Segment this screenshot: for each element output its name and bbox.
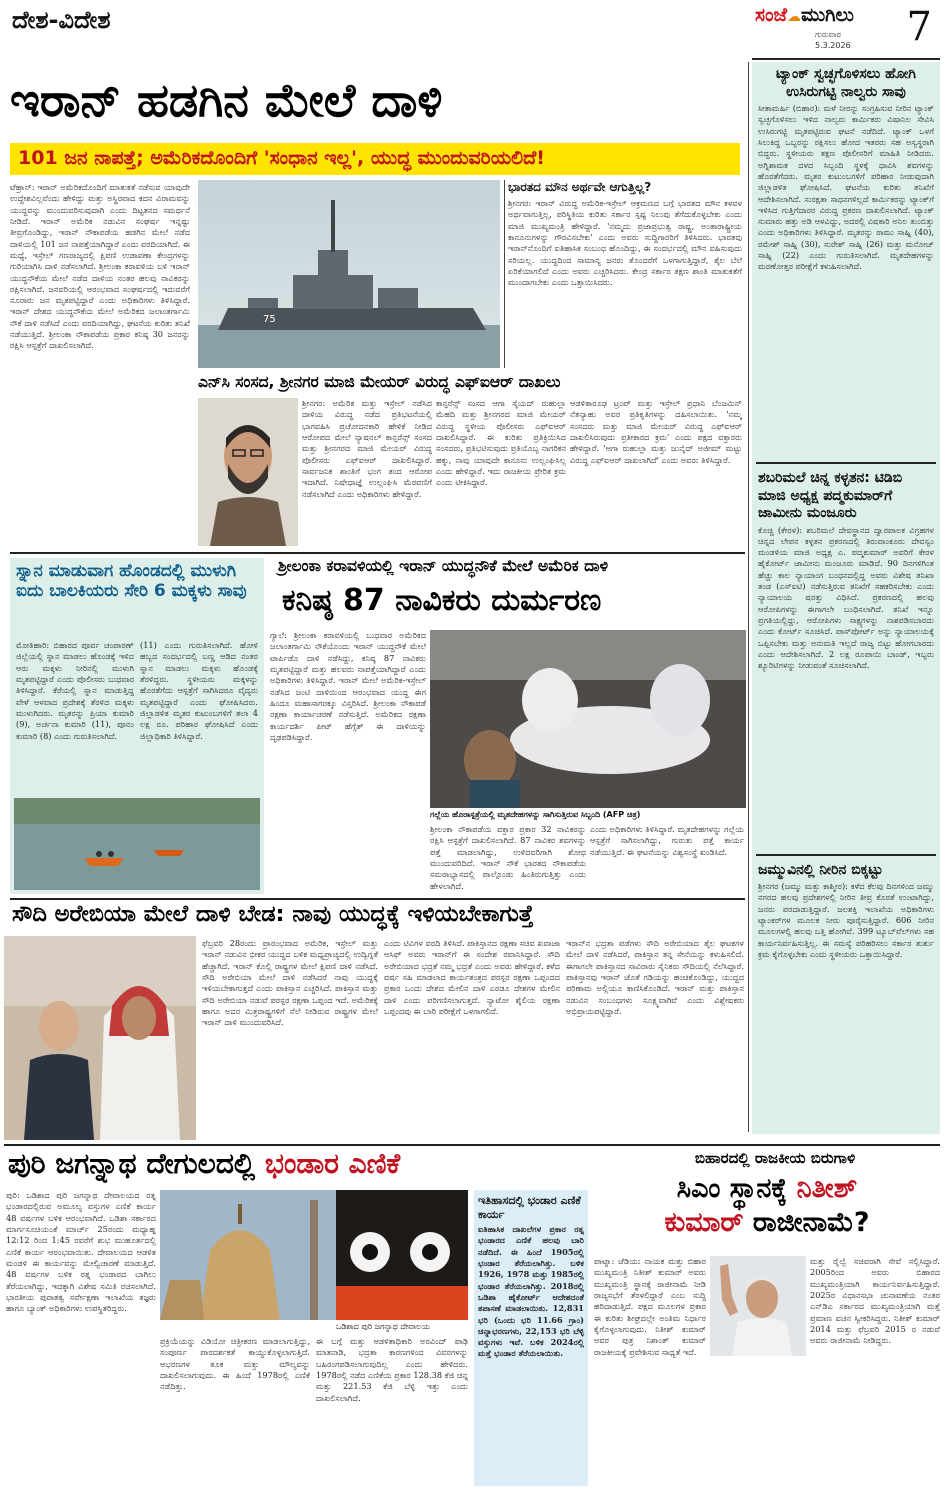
india-silence-body <box>508 198 742 368</box>
right-sidebar <box>752 62 940 1134</box>
puri-history-text: ಐತಿಹಾಸಿಕ ದಾಖಲೆಗಳ ಪ್ರಕಾರ ರತ್ನ ಭಂಡಾರದ ಎಣಿಕೆ ಹಲವು ಬಾರಿ ನಡೆದಿದೆ. ಈ ಹಿಂದೆ 1905ರಲ್ಲಿ ಭಂಡಾರ ತೆರೆಯಲಾಗಿತ್ತು. ಬಳಿಕ 1926, 1978 ಮತ್ತು 1985ರಲ್ಲಿ ಭಂಡಾರ ತೆರೆಯಲಾಗಿತ್ತು. 2018ರಲ್ಲಿ ಒಡಿಶಾ ಹೈಕೋರ್ಟ್ ಆದೇಶದಂತೆ ತಪಾಸಣೆ ಮಾಡಲಾಯಿತು. 12,831 ಭರಿ (ಒಂದು ಭರಿ 11.66 ಗ್ರಾಂ) ಚಿನ್ನಾಭರಣಗಳು, 22,153 ಭರಿ ಬೆಳ್ಳಿ ವಸ್ತುಗಳು ಇವೆ. ಬಳಿಕ 2024ರಲ್ಲಿ ಮತ್ತೆ ಭಂಡಾರ ತೆರೆಯಲಾಯಿತು. <box>478 1224 584 1359</box>
srilanka-kicker: ಶ್ರೀಲಂಕಾ ಕರಾವಳಿಯಲ್ಲಿ ಇರಾನ್ ಯುದ್ಧನೌಕೆ ಮೇಲೆ ಅಮೆರಿಕ ದಾಳಿ <box>278 557 609 575</box>
sidebar-divider-1 <box>756 462 936 464</box>
bihar-col1-text: ಪಾಟ್ನಾ: ಜೆಡಿಯು ನಾಯಕ ಮತ್ತು ಬಿಹಾರ ಮುಖ್ಯಮಂತ್ರಿ ನಿತೀಶ್ ಕುಮಾರ್ ಅವರು ಮುಖ್ಯಮಂತ್ರಿ ಸ್ಥಾನಕ್ಕೆ ರಾಜೀನಾಮೆ ನೀಡಿ ರಾಜ್ಯಸಭೆಗೆ ತೆರಳಲಿದ್ದಾರೆ ಎಂಬ ಸುದ್ದಿ ಹರಿದಾಡುತ್ತಿದೆ. ಪಕ್ಷದ ಮೂಲಗಳ ಪ್ರಕಾರ ಈ ಕುರಿತು ಶೀಘ್ರದಲ್ಲೇ ಅಂತಿಮ ನಿರ್ಧಾರ ಕೈಗೊಳ್ಳಲಾಗುವುದು. ನಿತೀಶ್ ಕುಮಾರ್ ಅವರ ಪುತ್ರ ನಿಶಾಂತ್ ಕುಮಾರ್ ರಾಜಕೀಯಕ್ಕೆ ಪ್ರವೇಶಿಸುವ ಸಾಧ್ಯತೆ ಇದೆ. <box>594 1256 706 1357</box>
fir-col2-text: ಕಾನ್ಫರೆನ್ಸ್ ಸಂಸದ ಆಗಾ ಸೈಯದ್ ರುಹುಲ್ಲಾ ಮೆಹದಿ ಮತ್ತು ಶ್ರೀನಗರದ ಮಾಜಿ ಮೇಯರ್ ವಿರುದ್ಧ ಸ್ಥಳೀಯ ಪೊಲೀಸರು ಎಫ್‌ಐಆರ್ ದಾಖಲಿಸಿದ್ದಾರೆ. ಈ ಕುರಿತು ಪ್ರತಿಕ್ರಿಯಿಸಿದ ಸಂಸದರು, ಪ್ರತಿಭಟಿಸುವುದು ಪ್ರತಿಯೊಬ್ಬ ನಾಗರಿಕನ ಹಕ್ಕು, ನಾವು ಯಾವುದೇ ಕಾನೂನು ಉಲ್ಲಂಘಿಸಿಲ್ಲ ಎಂದು ಹೇಳಿದ್ದಾರೆ. ಇದು ರಾಜಕೀಯ ಪ್ರೇರಿತ ಕ್ರಮ ಎಂದು ಟೀಕಿಸಿದ್ದಾರೆ. <box>436 398 566 488</box>
sidebar-divider-2 <box>756 854 936 856</box>
srilanka-headline: ಕನಿಷ್ಠ 87 ನಾವಿಕರು ದುರ್ಮರಣ <box>282 583 602 618</box>
srilanka-col2-text: ಶ್ರೀಲಂಕಾ ನೌಕಾಪಡೆಯ ವಕ್ತಾರ ಪ್ರಕಾರ 32 ನಾವಿಕರನ್ನು ರಕ್ಷಿಸಿ ಆಸ್ಪತ್ರೆಗೆ ದಾಖಲಿಸಲಾಗಿದೆ. 87 ನಾವಿಕರ ಶವಗಳನ್ನು ಪತ್ತೆ ಮಾಡಲಾಗಿದ್ದು, ಉಳಿದವರಿಗಾಗಿ ಶೋಧ ಮುಂದುವರಿದಿದೆ. ಇರಾನ್ ನೌಕೆ ಭಾರತದ ನೌಕಾಪಡೆಯ ಸಮರಾಭ್ಯಾಸದಲ್ಲಿ ಪಾಲ್ಗೊಂಡು ಹಿಂತಿರುಗುತ್ತಿತ್ತು ಎಂದು ಹೇಳಲಾಗಿದೆ. <box>430 824 586 891</box>
morgue-scene-illustration <box>430 630 746 808</box>
puri-history-title: ಇತಿಹಾಸದಲ್ಲಿ ಭಂಡಾರ ಎಣಿಕೆ ಕಾರ್ಯ <box>478 1194 581 1221</box>
lead-headline: ಇರಾನ್ ಹಡಗಿನ ಮೇಲೆ ದಾಳಿ <box>10 73 443 127</box>
bihar-col1 <box>594 1256 706 1488</box>
srilanka-photo <box>430 630 746 808</box>
tank-body <box>752 103 940 458</box>
nitish-portrait-illustration <box>710 1256 806 1356</box>
tank-text: ಸೀತಾಮರ್ಹಿ (ಬಿಹಾರ): ಮಳೆ ನೀರನ್ನು ಸಂಗ್ರಹಿಸುವ ನೀರಿನ ಟ್ಯಾಂಕ್ ಸ್ವಚ್ಛಗೊಳಿಸಲು ಇಳಿದ ನಾಲ್ವರು ಕಾರ್ಮಿಕರು ವಿಷಾನಿಲ ಸೇವಿಸಿ ಉಸಿರುಗಟ್ಟಿ ಮೃತಪಟ್ಟಿರುವ ಘಟನೆ ನಡೆದಿದೆ. ಟ್ಯಾಂಕ್ ಒಳಗೆ ಸಿಲುಕಿದ್ದ ಒಬ್ಬರನ್ನು ರಕ್ಷಿಸಲು ಹೋದ ಇತರರು ಸಹ ಅಸ್ವಸ್ಥರಾಗಿ ಬಿದ್ದರು. ಸ್ಥಳೀಯರು ತಕ್ಷಣ ಪೊಲೀಸರಿಗೆ ಮಾಹಿತಿ ನೀಡಿದರು. ಅಗ್ನಿಶಾಮಕ ದಳದ ಸಿಬ್ಬಂದಿ ಸ್ಥಳಕ್ಕೆ ಧಾವಿಸಿ ಶವಗಳನ್ನು ಹೊರತೆಗೆದರು. ಮೃತರ ಕುಟುಂಬಗಳಿಗೆ ಪರಿಹಾರ ನೀಡುವುದಾಗಿ ಜಿಲ್ಲಾಡಳಿತ ಘೋಷಿಸಿದೆ. ಘಟನೆಯ ಕುರಿತು ತನಿಖೆಗೆ ಆದೇಶಿಸಲಾಗಿದೆ. ಸುರಕ್ಷತಾ ಸಾಧನಗಳಿಲ್ಲದೆ ಕಾರ್ಮಿಕರನ್ನು ಟ್ಯಾಂಕ್‌ಗೆ ಇಳಿಸಿದ ಗುತ್ತಿಗೆದಾರರ ವಿರುದ್ಧ ಪ್ರಕರಣ ದಾಖಲಿಸಲಾಗಿದೆ. ಟ್ಯಾಂಕ್ ಸುಮಾರು ಹತ್ತು ಅಡಿ ಆಳವಿದ್ದು, ಅದರಲ್ಲಿ ವಿಷಕಾರಿ ಅನಿಲ ತುಂಬಿತ್ತು ಎಂದು ಅಧಿಕಾರಿಗಳು ತಿಳಿಸಿದ್ದಾರೆ. ಮೃತರನ್ನು ರಾಮು ಸಾಹ್ನಿ (40), ರಮೇಶ್ ಸಾಹ್ನಿ (30), ಸುರೇಶ್ ಸಾಹ್ನಿ (26) ಮತ್ತು ಮನೋಜ್ ಸಾಹ್ನಿ (22) ಎಂದು ಗುರುತಿಸಲಾಗಿದೆ. ಮೃತದೇಹಗಳನ್ನು ಮರಣೋತ್ತರ ಪರೀಕ್ಷೆಗೆ ಕಳುಹಿಸಲಾಗಿದೆ. <box>758 103 934 272</box>
puri-col3 <box>316 1336 468 1486</box>
puri-headline-part1: ಪುರಿ ಜಗನ್ನಾಥ ದೇಗುಲದಲ್ಲಿ <box>8 1147 265 1180</box>
puri-col1 <box>6 1190 156 1486</box>
fir-col1 <box>302 398 432 546</box>
lead-photo <box>198 180 500 368</box>
fir-col1-text: ಶ್ರೀನಗರ: ಅಮೆರಿಕ ಮತ್ತು ಇಸ್ರೇಲ್ ನಡೆಸಿದ ದಾಳಿಯ ವಿರುದ್ಧ ನಡೆದ ಪ್ರತಿಭಟನೆಯಲ್ಲಿ ಭಾಗವಹಿಸಿ ಪ್ರಚೋದನಕಾರಿ ಹೇಳಿಕೆ ನೀಡಿದ ಆರೋಪದ ಮೇಲೆ ನ್ಯಾಷನಲ್ ಕಾನ್ಫರೆನ್ಸ್ ಸಂಸದ ಮತ್ತು ಶ್ರೀನಗರದ ಮಾಜಿ ಮೇಯರ್ ವಿರುದ್ಧ ಪೊಲೀಸರು ಎಫ್‌ಐಆರ್ ದಾಖಲಿಸಿದ್ದಾರೆ. ಸಾರ್ವಜನಿಕ ಶಾಂತಿಗೆ ಭಂಗ ತಂದ ಆರೋಪ ಇದಾಗಿದೆ. ನಿಷೇಧಾಜ್ಞೆ ಉಲ್ಲಂಘಿಸಿ ಮೆರವಣಿಗೆ ನಡೆಸಲಾಗಿದೆ ಎಂದು ಅಧಿಕಾರಿಗಳು ಹೇಳಿದ್ದಾರೆ. <box>302 398 432 499</box>
saudi-col2-text: ಎಂದು ಟಿವಿಗಳ ವರದಿ ತಿಳಿಸಿದೆ. ಪಾಕಿಸ್ತಾನದ ರಕ್ಷಣಾ ಸಚಿವ ಖವಾಜಾ ಆಸಿಫ್ ಅವರು ಇರಾನ್‌ಗೆ ಈ ಸಂದೇಶ ರವಾನಿಸಿದ್ದಾರೆ. ಸೌದಿ ಅರೇಬಿಯಾದ ಭದ್ರತೆ ನಮ್ಮ ಭದ್ರತೆ ಎಂದು ಅವರು ಹೇಳಿದ್ದಾರೆ. ಕಳೆದ ವರ್ಷ ಸಹಿ ಮಾಡಲಾದ ಕಾರ್ಯತಂತ್ರದ ಪರಸ್ಪರ ರಕ್ಷಣಾ ಒಪ್ಪಂದದ ಪ್ರಕಾರ ಒಂದು ದೇಶದ ಮೇಲಿನ ದಾಳಿ ಎರಡೂ ದೇಶಗಳ ಮೇಲಿನ ದಾಳಿ ಎಂದು ಪರಿಗಣಿಸಲಾಗುತ್ತದೆ. ನ್ಯಾಟೋ ಶೈಲಿಯ ರಕ್ಷಣಾ ಒಪ್ಪಂದವು ಈ ಬಾರಿ ಪರೀಕ್ಷೆಗೆ ಒಳಗಾಗಲಿದೆ. <box>384 938 560 1016</box>
puri-col1-text: ಪುರಿ: ಒಡಿಶಾದ ಪುರಿ ಜಗನ್ನಾಥ ದೇವಾಲಯದ ರತ್ನ ಭಂಡಾರದಲ್ಲಿರುವ ಅಮೂಲ್ಯ ವಸ್ತುಗಳ ಎಣಿಕೆ ಕಾರ್ಯ 48 ವರ್ಷಗಳ ಬಳಿಕ ಆರಂಭವಾಗಿದೆ. ಒಡಿಶಾ ಸರ್ಕಾರದ ಮಾರ್ಗಸೂಚಿಯಂತೆ ಮಾರ್ಚ್ 25ರಂದು ಮಧ್ಯಾಹ್ನ 12:12 ರಿಂದ 1:45 ರವರೆಗೆ ಶುಭ ಮುಹೂರ್ತದಲ್ಲಿ ಎಣಿಕೆ ಕಾರ್ಯ ಆರಂಭವಾಯಿತು. ದೇವಾಲಯದ ಆಡಳಿತ ಮಂಡಳಿ ಈ ಕಾರ್ಯವನ್ನು ಮೇಲ್ವಿಚಾರಣೆ ಮಾಡುತ್ತಿದೆ. 48 ವರ್ಷಗಳ ಬಳಿಕ ರತ್ನ ಭಂಡಾರದ ಬಾಗಿಲು ತೆರೆಯಲಾಗಿದ್ದು, ಇದಕ್ಕಾಗಿ ವಿಶೇಷ ಸಮಿತಿ ರಚಿಸಲಾಗಿದೆ. ಭಾರತೀಯ ಪುರಾತತ್ವ ಸರ್ವೇಕ್ಷಣಾ ಇಲಾಖೆಯ ತಜ್ಞರು ಹಾಗೂ ಬ್ಯಾಂಕ್ ಅಧಿಕಾರಿಗಳು ಉಪಸ್ಥಿತರಿದ್ದರು. <box>6 1190 156 1314</box>
jammu-text: ಶ್ರೀನಗರ (ಜಮ್ಮು ಮತ್ತು ಕಾಶ್ಮೀರ): ಕಳೆದ ಕೆಲವು ದಿನಗಳಿಂದ ಜಮ್ಮು ನಗರದ ಹಲವು ಪ್ರದೇಶಗಳಲ್ಲಿ ನೀರಿನ ತೀವ್ರ ಕೊರತೆ ಉಂಟಾಗಿದ್ದು, ಜನರು ಪರದಾಡುತ್ತಿದ್ದಾರೆ. ಜಲಶಕ್ತಿ ಇಲಾಖೆಯ ಅಧಿಕಾರಿಗಳು ಟ್ಯಾಂಕರ್‌ಗಳ ಮೂಲಕ ನೀರು ಪೂರೈಸುತ್ತಿದ್ದಾರೆ. 606 ನೀರಿನ ಮೂಲಗಳಲ್ಲಿ ಹಲವು ಬತ್ತಿ ಹೋಗಿವೆ. 399 ಟ್ಯೂಬ್‌ವೆಲ್‌ಗಳು ಸಹ ಕಾರ್ಯನಿರ್ವಹಿಸುತ್ತಿಲ್ಲ. ಈ ಸಮಸ್ಯೆ ಪರಿಹರಿಸಲು ಸರ್ಕಾರ ತುರ್ತು ಕ್ರಮ ಕೈಗೊಳ್ಳಬೇಕು ಎಂದು ಸ್ಥಳೀಯರು ಒತ್ತಾಯಿಸಿದ್ದಾರೆ. <box>758 881 934 959</box>
portrait-illustration <box>198 398 298 546</box>
fir-headline: ಎನ್‌ಸಿ ಸಂಸದ, ಶ್ರೀನಗರ ಮಾಜಿ ಮೇಯರ್ ವಿರುದ್ಧ ಎಫ್‌ಐಆರ್ ದಾಖಲು <box>198 373 561 391</box>
puri-headline <box>8 1148 608 1180</box>
bihar-headline-part3: ಕುಮಾರ್ <box>664 1206 744 1238</box>
drown-photo <box>14 798 260 890</box>
svg-text:75: 75 <box>263 314 276 325</box>
fir-col3-text: ಆಡಳಿತಾರೂಢ ಟ್ರಂಪ್ ಮತ್ತು ಇಸ್ರೇಲ್ ಪ್ರಧಾನಿ ಬೆಂಜಮಿನ್ ನೆತನ್ಯಾಹು ಅವರ ಪ್ರತಿಕೃತಿಗಳನ್ನು ದಹಿಸಲಾಯಿತು. 'ನಮ್ಮ ಸಂಸದರು ಮತ್ತು ಮಾಜಿ ಮೇಯರ್ ವಿರುದ್ಧ ಎಫ್‌ಐಆರ್ ದಾಖಲಿಸಿರುವುದು ಪ್ರತೀಕಾರದ ಕ್ರಮ' ಎಂದು ಪಕ್ಷದ ವಕ್ತಾರರು ಹೇಳಿದ್ದಾರೆ. 'ಆಗಾ ರುಹುಲ್ಲಾ ಮತ್ತು ಜುನೈದ್ ಅಜೀಮ್ ಮಟ್ಟು ವಿರುದ್ಧ ಎಫ್‌ಐಆರ್ ದಾಖಲಾಗಿದೆ' ಎಂದು ಅವರು ತಿಳಿಸಿದ್ದಾರೆ. <box>570 398 742 465</box>
drown-col1-text: ಮೋತಿಹಾರಿ: ಬಿಹಾರದ ಪೂರ್ವ ಚಂಪಾರಣ್ ಜಿಲ್ಲೆಯಲ್ಲಿ ಸ್ನಾನ ಮಾಡಲು ಹೊಂಡಕ್ಕೆ ಇಳಿದ ಆರು ಮಕ್ಕಳು ನೀರಿನಲ್ಲಿ ಮುಳುಗಿ ಮೃತಪಟ್ಟಿದ್ದಾರೆ ಎಂದು ಪೊಲೀಸರು ಬುಧವಾರ ತಿಳಿಸಿದ್ದಾರೆ. ಕೆರೆಯಲ್ಲಿ ಸ್ನಾನ ಮಾಡುತ್ತಿದ್ದ ವೇಳೆ ಆಳವಾದ ಪ್ರದೇಶಕ್ಕೆ ತೆರಳಿದ ಮಕ್ಕಳು ಮುಳುಗಿದರು. ಮೃತರನ್ನು ಪ್ರಿಯಾ ಕುಮಾರಿ (9), ಅರ್ಚನಾ ಕುಮಾರಿ (11), ಪೂನಂ ಕುಮಾರಿ (8) ಎಂದು ಗುರುತಿಸಲಾಗಿದೆ. <box>16 640 134 741</box>
drown-headline: ಸ್ನಾನ ಮಾಡುವಾಗ ಹೊಂಡದಲ್ಲಿ ಮುಳುಗಿ ಐದು ಬಾಲಕಿಯರು ಸೇರಿ 6 ಮಕ್ಕಳು ಸಾವು <box>16 561 247 601</box>
saudi-headline: ಸೌದಿ ಅರೇಬಿಯಾ ಮೇಲೆ ದಾಳಿ ಬೇಡ: ನಾವು ಯುದ್ಧಕ್ಕೆ ಇಳಿಯಬೇಕಾಗುತ್ತೆ <box>12 901 534 927</box>
page-number: 7 <box>906 4 932 50</box>
drown-box <box>10 558 264 894</box>
puri-col2-text: ಪ್ರಕ್ರಿಯೆಯನ್ನು ವಿಡಿಯೋ ಚಿತ್ರೀಕರಣ ಮಾಡಲಾಗುತ್ತಿದ್ದು, ಸಂಪೂರ್ಣ ಪಾರದರ್ಶಕತೆ ಕಾಯ್ದುಕೊಳ್ಳಲಾಗುತ್ತಿದೆ. ಆಭರಣಗಳ ತೂಕ ಮತ್ತು ಮೌಲ್ಯವನ್ನು ದಾಖಲಿಸಲಾಗುವುದು. ಈ ಹಿಂದೆ 1978ರಲ್ಲಿ ಎಣಿಕೆ ನಡೆದಿತ್ತು. <box>160 1336 310 1392</box>
bihar-headline-part1: ಸಿಎಂ ಸ್ಥಾನಕ್ಕೆ <box>676 1173 797 1204</box>
bihar-headline-part2: ನಿತೀಶ್ <box>796 1173 858 1204</box>
masthead <box>755 4 940 56</box>
fir-col2 <box>436 398 566 546</box>
lead-strap: 101 ಜನ ನಾಪತ್ತೆ; ಅಮೆರಿಕದೊಂದಿಗೆ 'ಸಂಧಾನ ಇಲ್ಲ', ಯುದ್ಧ ಮುಂದುವರಿಯಲಿದೆ! <box>10 143 740 175</box>
issue-date: 5.3.2026 <box>815 41 851 50</box>
tank-headline: ಟ್ಯಾಂಕ್ ಸ್ವಚ್ಛಗೊಳಿಸಲು ಹೋಗಿ ಉಸಿರುಗಟ್ಟಿ ನಾಲ್ವರು ಸಾವು <box>776 66 916 100</box>
puri-history-body <box>474 1224 588 1464</box>
srilanka-caption: ಗಲ್ಲೆಯ ಹೊರಾಸ್ಪತ್ರೆಯಲ್ಲಿ ಮೃತದೇಹಗಳನ್ನು ಸಾಗಿಸುತ್ತಿರುವ ಸಿಬ್ಬಂದಿ (AFP ಚಿತ್ರ) <box>430 810 641 819</box>
bihar-headline-part4: ರಾಜೀನಾಮೆ? <box>743 1206 870 1238</box>
saudi-col2 <box>384 938 560 1138</box>
puri-photo <box>160 1190 468 1320</box>
brand-part2: ಮುಗಿಲು <box>801 4 854 26</box>
bihar-headline <box>592 1172 942 1240</box>
india-silence-text: ಶ್ರೀನಗರ: ಇರಾನ್ ವಿರುದ್ಧ ಅಮೆರಿಕ-ಇಸ್ರೇಲ್ ಆಕ್ರಮಣದ ಬಗ್ಗೆ ಭಾರತದ ಮೌನ ಕಳವಳ ಅರ್ಥವಾಗುತ್ತಿಲ್ಲ, ಪರಿಸ್ಥಿತಿಯ ಕುರಿತು ಸರ್ಕಾರ ಸ್ಪಷ್ಟ ನಿಲುವು ತೆಗೆದುಕೊಳ್ಳಬೇಕು ಎಂದು ಮಾಜಿ ಮುಖ್ಯಮಂತ್ರಿ ಹೇಳಿದ್ದಾರೆ. 'ನಮ್ಮದು ಪ್ರಜಾಪ್ರಭುತ್ವ ರಾಷ್ಟ್ರ, ಅಂತಾರಾಷ್ಟ್ರೀಯ ಕಾನೂನುಗಳನ್ನು ಗೌರವಿಸಬೇಕು' ಎಂದು ಅವರು ಸುದ್ದಿಗಾರರಿಗೆ ತಿಳಿಸಿದರು. ಭಾರತವು ಇರಾನ್‌ನೊಂದಿಗೆ ಐತಿಹಾಸಿಕ ಸಂಬಂಧ ಹೊಂದಿದ್ದು, ಈ ಸಂದರ್ಭದಲ್ಲಿ ಮೌನ ವಹಿಸುವುದು ಸರಿಯಲ್ಲ. ಯುದ್ಧದಿಂದ ಸಾಮಾನ್ಯ ಜನರು ತೊಂದರೆಗೆ ಒಳಗಾಗುತ್ತಿದ್ದಾರೆ, ತೈಲ ಬೆಲೆ ಏರಿಕೆಯಾಗಲಿದೆ ಎಂದು ಅವರು ಎಚ್ಚರಿಸಿದರು. ಕೇಂದ್ರ ಸರ್ಕಾರ ತಕ್ಷಣ ಶಾಂತಿ ಮಾತುಕತೆಗೆ ಮುಂದಾಗಬೇಕು ಎಂದು ಒತ್ತಾಯಿಸಿದರು. <box>508 198 742 288</box>
fir-photo <box>198 398 298 546</box>
puri-caption: ಒಡಿಶಾದ ಪುರಿ ಜಗನ್ನಾಥ ದೇವಾಲಯ <box>336 1322 430 1331</box>
temple-illustration <box>160 1190 468 1320</box>
cloud-icon: ☁ <box>787 9 802 25</box>
lead-sidebar <box>508 180 742 368</box>
saudi-col3-text: ಇರಾನ್‌ನ ಭದ್ರತಾ ಪಡೆಗಳು ಸೌದಿ ಅರೇಬಿಯಾದ ತೈಲ ಘಟಕಗಳ ಮೇಲೆ ದಾಳಿ ನಡೆಸಿದರೆ, ಪಾಕಿಸ್ತಾನ ತನ್ನ ಸೇನೆಯನ್ನು ಕಳುಹಿಸಲಿದೆ. ಈಗಾಗಲೇ ಪಾಕಿಸ್ತಾನದ ಸಾವಿರಾರು ಸೈನಿಕರು ಸೌದಿಯಲ್ಲಿ ನೆಲೆಸಿದ್ದಾರೆ. ಪಾಕಿಸ್ತಾನವು ಇರಾನ್ ಜೊತೆ ಗಡಿಯನ್ನು ಹಂಚಿಕೊಂಡಿದ್ದು, ಯುದ್ಧದ ಪರಿಣಾಮ ಅಲ್ಲಿಯೂ ಕಾಣಿಸಿಕೊಂಡಿದೆ. ಇರಾನ್ ಮತ್ತು ಪಾಕಿಸ್ತಾನ ನಡುವಿನ ಸಂಬಂಧಗಳು ಸೂಕ್ಷ್ಮವಾಗಿವೆ ಎಂದು ವಿಶ್ಲೇಷಕರು ಅಭಿಪ್ರಾಯಪಟ್ಟಿದ್ದಾರೆ. <box>566 938 744 1016</box>
puri-history-box <box>474 1190 588 1486</box>
puri-col3-text: ಈ ಬಗ್ಗೆ ಮತ್ತು ಆಡಳಿತಾಧಿಕಾರಿ ಅರವಿಂದ್ ಪಾಢಿ ಮಾತನಾಡಿ, ಭದ್ರತಾ ಕಾರಣಗಳಿಂದ ವಿವರಗಳನ್ನು ಬಹಿರಂಗಪಡಿಸಲಾಗುವುದಿಲ್ಲ ಎಂದು ಹೇಳಿದರು. 1978ರಲ್ಲಿ ನಡೆದ ಎಣಿಕೆಯ ಪ್ರಕಾರ 128.38 ಕೆಜಿ ಚಿನ್ನ ಮತ್ತು 221.53 ಕೆಜಿ ಬೆಳ್ಳಿ ಇತ್ತು ಎಂದು ದಾಖಲಿಸಲಾಗಿದೆ. <box>316 1336 468 1403</box>
brand-logo <box>755 4 854 26</box>
lead-col1-text: ಟೆಹ್ರಾನ್: ಇರಾನ್ ಅಮೆರಿಕದೊಂದಿಗೆ ಮಾತುಕತೆ ನಡೆಸುವ ಯಾವುದೇ ಉದ್ದೇಶವಿಲ್ಲವೆಂದು ಹೇಳಿದ್ದು ಮತ್ತು ಅಸ್ಥಿರವಾದ ಕದನ ವಿರಾಮವನ್ನು ಯುದ್ಧವನ್ನು ಮುಂದುವರಿಸುವುದಾಗಿ ಎಂದು ದಿಟ್ಟತನದ ಸಮರ್ಥನೆ ನೀಡಿದೆ. ಇರಾನ್ ಅಮೆರಿಕ ನಡುವಿನ ಸಂಘರ್ಷ ಇನ್ನಷ್ಟು ತೀವ್ರಗೊಂಡಿದ್ದು, ಇರಾನ್ ನೌಕಾಪಡೆಯ ಹಡಗಿನ ಮೇಲೆ ನಡೆದ ದಾಳಿಯಲ್ಲಿ 101 ಜನ ನಾಪತ್ತೆಯಾಗಿದ್ದಾರೆ ಎಂದು ವರದಿಯಾಗಿದೆ. ಈ ಮಧ್ಯೆ, ಇಸ್ರೇಲ್ ಗಣರಾಜ್ಯದಲ್ಲಿ ಕ್ಷಿಪಣಿ ಉಡಾವಣಾ ಕೇಂದ್ರಗಳನ್ನು ಗುರಿಯಾಗಿಸಿ ದಾಳಿ ನಡೆಸಲಾಗಿದೆ. ಶ್ರೀಲಂಕಾ ಕರಾವಳಿಯ ಬಳಿ ಇರಾನ್ ಯುದ್ಧನೌಕೆಯ ಮೇಲೆ ನಡೆದ ದಾಳಿಯ ನಂತರ ಹಲವು ನಾವಿಕರನ್ನು ರಕ್ಷಿಸಲಾಗಿದೆ. ಜನವರಿಯಲ್ಲಿ ಆರಂಭವಾದ ಸಂಘರ್ಷದಲ್ಲಿ ಇದುವರೆಗೆ ನೂರಾರು ಜನ ಮೃತಪಟ್ಟಿದ್ದಾರೆ ಎಂದು ಅಧಿಕಾರಿಗಳು ತಿಳಿಸಿದ್ದಾರೆ. ಇರಾನ್ ದೇಶದ ಯುದ್ಧನೌಕೆಯ ಮೇಲೆ ಅಮೆರಿಕದ ಜಲಾಂತರ್ಗಾಮಿ ನೌಕೆ ದಾಳಿ ನಡೆಸಿದೆ ಎಂದು ವರದಿಯಾಗಿದ್ದು, ಘಟನೆಯ ಕುರಿತು ತನಿಖೆ ನಡೆಯುತ್ತಿದೆ. ಶ್ರೀಲಂಕಾ ನೌಕಾಪಡೆಯ ಪ್ರಕಾರ ಕನಿಷ್ಠ 30 ಜನರನ್ನು ರಕ್ಷಿಸಿ ಆಸ್ಪತ್ರೆಗೆ ದಾಖಲಿಸಲಾಗಿದೆ. <box>10 182 190 351</box>
drown-col2-text: (11) ಎಂದು ಗುರುತಿಸಲಾಗಿದೆ. ಹೋಳಿ ಹಬ್ಬದ ಸಂದರ್ಭದಲ್ಲಿ ಬಣ್ಣ ಆಡಿದ ನಂತರ ಸ್ನಾನ ಮಾಡಲು ಮಕ್ಕಳು ಹೊಂಡಕ್ಕೆ ತೆರಳಿದ್ದರು. ಸ್ಥಳೀಯರು ಮಕ್ಕಳನ್ನು ಹೊರತೆಗೆದು ಆಸ್ಪತ್ರೆಗೆ ಸಾಗಿಸಿದರೂ ವೈದ್ಯರು ಮೃತಪಟ್ಟಿದ್ದಾರೆ ಎಂದು ಘೋಷಿಸಿದರು. ಜಿಲ್ಲಾಡಳಿತ ಮೃತರ ಕುಟುಂಬಗಳಿಗೆ ತಲಾ 4 ಲಕ್ಷ ರೂ. ಪರಿಹಾರ ಘೋಷಿಸಿದೆ ಎಂದು ಜಿಲ್ಲಾಧಿಕಾರಿ ತಿಳಿಸಿದ್ದಾರೆ. <box>140 640 258 741</box>
bihar-col2-text: ಮತ್ತು ರೈಲ್ವೆ ಸಚಿವರಾಗಿ ಸೇವೆ ಸಲ್ಲಿಸಿದ್ದಾರೆ. 2005ರಿಂದ ಅವರು ಬಿಹಾರದ ಮುಖ್ಯಮಂತ್ರಿಯಾಗಿ ಕಾರ್ಯನಿರ್ವಹಿಸುತ್ತಿದ್ದಾರೆ. 2025ರ ವಿಧಾನಸಭಾ ಚುನಾವಣೆಯ ನಂತರ ಎನ್‌ಡಿಎ ಸರ್ಕಾರದ ಮುಖ್ಯಮಂತ್ರಿಯಾಗಿ ಮತ್ತೆ ಪ್ರಮಾಣ ವಚನ ಸ್ವೀಕರಿಸಿದ್ದರು. ನಿತೀಶ್ ಕುಮಾರ್ 2014 ಮತ್ತು ಫೆಬ್ರವರಿ 2015 ರ ನಡುವೆ ಅವರು ರಾಜೀನಾಮೆ ನೀಡಿದ್ದರು. <box>810 1256 940 1346</box>
lead-col1 <box>10 182 190 430</box>
puri-col2 <box>160 1336 310 1486</box>
mid-rule <box>10 552 745 554</box>
bihar-kicker: ಬಿಹಾರದಲ್ಲಿ ರಾಜಕೀಯ ಬಿರುಗಾಳಿ <box>694 1149 856 1167</box>
sabarimala-body <box>752 525 940 850</box>
saudi-col3 <box>566 938 744 1138</box>
warship-illustration <box>198 180 500 368</box>
drown-col2 <box>140 640 258 790</box>
brand-part1: ಸಂಜೆ <box>755 4 788 26</box>
drown-col1 <box>16 640 134 790</box>
india-silence-headline: ಭಾರತದ ಮೌನ ಅರ್ಥವೇ ಆಗುತ್ತಿಲ್ಲ? <box>508 180 652 194</box>
bihar-col2 <box>810 1256 940 1488</box>
jammu-body <box>752 881 940 1126</box>
puri-headline-part2: ಭಂಡಾರ ಎಣಿಕೆ <box>264 1147 401 1180</box>
issue-day: ಗುರುವಾರ <box>815 30 841 39</box>
masthead-rule <box>752 58 940 60</box>
fir-col3 <box>570 398 742 546</box>
srilanka-col1 <box>270 630 426 896</box>
section-label: ದೇಶ-ವಿದೇಶ <box>12 6 111 34</box>
jammu-headline: ಜಮ್ಮುವಿನಲ್ಲಿ ನೀರಿನ ಬಿಕ್ಕಟ್ಟು <box>758 861 883 878</box>
bihar-photo <box>710 1256 806 1356</box>
srilanka-col3-text: ಎಂದು ಅಧಿಕಾರಿಗಳು ತಿಳಿಸಿದ್ದಾರೆ. ಮೃತದೇಹಗಳನ್ನು ಗಲ್ಲೆಯ ಆಸ್ಪತ್ರೆಗೆ ಸಾಗಿಸಲಾಗಿದ್ದು, ಗುರುತು ಪತ್ತೆ ಕಾರ್ಯ ನಡೆಯುತ್ತಿದೆ. ಈ ಘಟನೆಯನ್ನು ವಿಶ್ವಸಂಸ್ಥೆ ಖಂಡಿಸಿದೆ. <box>590 824 744 857</box>
saudi-photo <box>4 936 196 1140</box>
pond-rescue-illustration <box>14 798 260 890</box>
saudi-col1-text: ಫೆಬ್ರವರಿ 28ರಂದು ಪ್ರಾರಂಭವಾದ ಅಮೆರಿಕ, ಇಸ್ರೇಲ್ ಮತ್ತು ಇರಾನ್ ನಡುವಿನ ಭೀಕರ ಯುದ್ಧದ ಬಳಿಕ ಮಧ್ಯಪ್ರಾಚ್ಯದಲ್ಲಿ ಉದ್ವಿಗ್ನತೆ ಹೆಚ್ಚಾಗಿದೆ. ಇರಾನ್ ಕೊಲ್ಲಿ ರಾಷ್ಟ್ರಗಳ ಮೇಲೆ ಕ್ಷಿಪಣಿ ದಾಳಿ ನಡೆಸಿದೆ. ಸೌದಿ ಅರೇಬಿಯಾ ಮೇಲೆ ದಾಳಿ ನಡೆಸಿದರೆ ನಾವು ಯುದ್ಧಕ್ಕೆ ಇಳಿಯಬೇಕಾಗುತ್ತದೆ ಎಂದು ಪಾಕಿಸ್ತಾನ ಎಚ್ಚರಿಸಿದೆ. ಪಾಕಿಸ್ತಾನ ಮತ್ತು ಸೌದಿ ಅರೇಬಿಯಾ ನಡುವೆ ಪರಸ್ಪರ ರಕ್ಷಣಾ ಒಪ್ಪಂದ ಇದೆ. ಅಮೆರಿಕಕ್ಕೆ ಹಾಗೂ ಅದರ ಮಿತ್ರರಾಷ್ಟ್ರಗಳಿಗೆ ನೆಲೆ ನೀಡಿರುವ ರಾಷ್ಟ್ರಗಳ ಮೇಲೆ ಇರಾನ್ ದಾಳಿ ಮುಂದುವರಿಸಿದೆ. <box>202 938 378 1028</box>
srilanka-col2 <box>430 824 586 896</box>
sabarimala-text: ಕೊಚ್ಚಿ (ಕೇರಳ): ಶಬರಿಮಲೆ ದೇವಸ್ಥಾನದ ದ್ವಾರಪಾಲಕ ವಿಗ್ರಹಗಳ ಚಿನ್ನದ ಲೇಪನ ಕಳ್ಳತನ ಪ್ರಕರಣದಲ್ಲಿ ತಿರುವಾಂಕೂರು ದೇವಸ್ವಂ ಮಂಡಳಿಯ ಮಾಜಿ ಅಧ್ಯಕ್ಷ ಎ. ಪದ್ಮಕುಮಾರ್ ಅವರಿಗೆ ಕೇರಳ ಹೈಕೋರ್ಟ್ ಜಾಮೀನು ಮಂಜೂರು ಮಾಡಿದೆ. 90 ದಿನಗಳಿಗಿಂತ ಹೆಚ್ಚು ಕಾಲ ನ್ಯಾಯಾಂಗ ಬಂಧನದಲ್ಲಿದ್ದ ಅವರು ವಿಶೇಷ ತನಿಖಾ ತಂಡ (ಎಸ್‌ಐಟಿ) ನಡೆಸುತ್ತಿರುವ ತನಿಖೆಗೆ ಸಹಕರಿಸಬೇಕು ಎಂದು ನ್ಯಾಯಾಲಯ ಷರತ್ತು ವಿಧಿಸಿದೆ. ಪ್ರಕರಣದಲ್ಲಿ ಹಲವು ಆರೋಪಿಗಳನ್ನು ಈಗಾಗಲೇ ಬಂಧಿಸಲಾಗಿದೆ. ತನಿಖೆ ಇನ್ನೂ ಪ್ರಗತಿಯಲ್ಲಿದ್ದು, ಆರೋಪಿಗಳು ಸಾಕ್ಷ್ಯಗಳನ್ನು ನಾಶಪಡಿಸಬಾರದು ಎಂದು ಕೋರ್ಟ್ ಸೂಚಿಸಿದೆ. ಪಾಸ್‌ಪೋರ್ಟ್ ಅನ್ನು ನ್ಯಾಯಾಲಯಕ್ಕೆ ಒಪ್ಪಿಸಬೇಕು ಮತ್ತು ಅನುಮತಿ ಇಲ್ಲದೆ ರಾಜ್ಯ ಬಿಟ್ಟು ಹೋಗಬಾರದು ಎಂದು ಆದೇಶಿಸಲಾಗಿದೆ. 2 ಲಕ್ಷ ರೂಪಾಯಿ ಬಾಂಡ್, ಇಬ್ಬರು ಶ್ಯೂರಿಟಿಗಳನ್ನು ನೀಡುವಂತೆ ಸೂಚಿಸಲಾಗಿದೆ. <box>758 524 934 671</box>
saudi-col1 <box>202 938 378 1138</box>
saudi-rule <box>10 898 745 900</box>
srilanka-col1-text: ಗ್ಯಾಲೆ: ಶ್ರೀಲಂಕಾ ಕರಾವಳಿಯಲ್ಲಿ ಬುಧವಾರ ಅಮೆರಿಕದ ಜಲಾಂತರ್ಗಾಮಿ ನೌಕೆಯೊಂದು ಇರಾನ್ ಯುದ್ಧನೌಕೆ ಮೇಲೆ ಟಾರ್ಪಿಡೊ ದಾಳಿ ನಡೆಸಿದ್ದು, ಕನಿಷ್ಠ 87 ನಾವಿಕರು ಮೃತಪಟ್ಟಿದ್ದಾರೆ ಮತ್ತು ಹಲವರು ನಾಪತ್ತೆಯಾಗಿದ್ದಾರೆ ಎಂದು ಅಧಿಕಾರಿಗಳು ತಿಳಿಸಿದ್ದಾರೆ. ಇರಾನ್ ಮೇಲೆ ಅಮೆರಿಕ-ಇಸ್ರೇಲ್ ನಡೆಸಿದ ಜಂಟಿ ದಾಳಿಯಿಂದ ಆರಂಭವಾದ ಯುದ್ಧ ಈಗ ಹಿಂದೂ ಮಹಾಸಾಗರಕ್ಕೂ ವಿಸ್ತರಿಸಿದೆ. ಶ್ರೀಲಂಕಾ ನೌಕಾಪಡೆ ರಕ್ಷಣಾ ಕಾರ್ಯಾಚರಣೆ ನಡೆಸುತ್ತಿದೆ. ಅಮೆರಿಕದ ರಕ್ಷಣಾ ಕಾರ್ಯದರ್ಶಿ ಪೀಟ್ ಹೆಗ್ಸೆತ್ ಈ ದಾಳಿಯನ್ನು ದೃಢಪಡಿಸಿದ್ದಾರೆ. <box>270 630 426 742</box>
bottom-rule <box>4 1144 940 1146</box>
leaders-illustration <box>4 936 196 1140</box>
sabarimala-headline: ಶಬರಿಮಲೆ ಚಿನ್ನ ಕಳ್ಳತನ: ಟಿಡಿಬಿ ಮಾಜಿ ಅಧ್ಯಕ್ಷ ಪದ್ಮಕುಮಾರ್‌ಗೆ ಜಾಮೀನು ಮಂಜೂರು <box>758 470 903 521</box>
srilanka-col3 <box>590 824 744 896</box>
